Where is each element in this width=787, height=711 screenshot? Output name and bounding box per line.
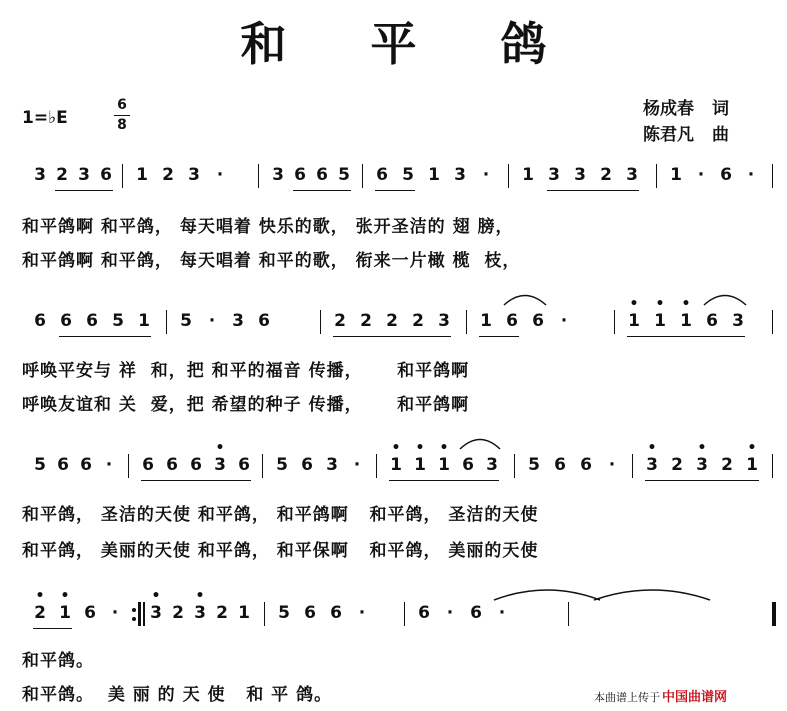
barline — [772, 454, 773, 478]
measure — [26, 162, 120, 206]
lyric-verse-2-line-4: 和平鸽。 美 丽 的 天 使 和 平 鸽。 — [22, 685, 333, 705]
lyric-verse-1-line-1: 和平鸽啊 和平鸽， 每天唱着 快乐的歌， 张开圣洁的 翅 膀， — [22, 217, 514, 237]
barline — [772, 164, 773, 188]
note: 6 — [418, 603, 430, 623]
key-signature: 1=♭E — [22, 108, 68, 128]
barline — [632, 454, 633, 478]
note: 5 — [338, 165, 350, 185]
barline — [258, 164, 259, 188]
measure — [382, 440, 512, 496]
note: 2 — [172, 603, 184, 623]
lyric-verse-2-line-1: 和平鸽啊 和平鸽， 每天唱着 和平的歌， 衔来一片橄 榄 枝， — [22, 251, 521, 271]
slur-arc — [458, 436, 502, 450]
high-octave-dot: • — [35, 588, 45, 604]
note: 2 — [671, 455, 683, 475]
note: 6 — [580, 455, 592, 475]
time-signature-top: 6 — [117, 97, 127, 113]
note: 6 — [80, 455, 92, 475]
time-signature-bar — [114, 115, 130, 116]
lyric-verse-1-line-4: 和平鸽。 — [22, 651, 94, 671]
high-octave-dot: • — [697, 440, 707, 456]
note: 3 • — [146, 600, 166, 626]
high-octave-dot: • — [415, 440, 425, 456]
note: 3 — [732, 311, 744, 331]
note: 6 — [86, 311, 98, 331]
note: 3 — [626, 165, 638, 185]
high-octave-dot: • — [60, 588, 70, 604]
high-octave-dot: • — [629, 296, 639, 312]
tie-path — [494, 590, 600, 600]
note: 3 — [272, 165, 284, 185]
measure — [270, 600, 402, 644]
barline — [376, 454, 377, 478]
note: 1 — [522, 165, 534, 185]
note: 3 — [548, 165, 560, 185]
measure — [172, 308, 318, 352]
note: 1 • — [676, 308, 696, 334]
staff-system-2 — [22, 296, 774, 352]
augmentation-dot: · — [747, 165, 755, 185]
note: 3 — [574, 165, 586, 185]
footer-source — [594, 686, 727, 705]
note: 6 — [60, 311, 72, 331]
slur-arc — [502, 292, 548, 306]
note: 6 — [301, 455, 313, 475]
beam-underline — [375, 190, 415, 191]
note: 6 — [470, 603, 482, 623]
composer-role: 曲 — [712, 125, 729, 145]
note: 2 — [600, 165, 612, 185]
note: 3 • — [210, 452, 230, 478]
note: 6 — [84, 603, 96, 623]
measure — [472, 308, 612, 352]
barline — [320, 310, 321, 334]
note: 3 — [486, 455, 498, 475]
measure — [638, 440, 770, 496]
measure — [326, 308, 464, 352]
lyricist-role: 词 — [712, 99, 729, 119]
note: 3 — [454, 165, 466, 185]
note: 6 — [706, 311, 718, 331]
lyric-verse-1-line-2: 呼唤平安与 祥 和，把 和平的福音 传播， 和平鸽啊 — [22, 361, 470, 381]
tie-arc — [492, 580, 712, 602]
song-title: 和 平 鸽 — [240, 17, 581, 71]
beam-underline — [547, 190, 639, 191]
note: 5 — [112, 311, 124, 331]
beam-underline — [59, 336, 151, 337]
note: 3 — [326, 455, 338, 475]
measure — [514, 162, 654, 206]
beam-underline — [55, 190, 113, 191]
lyric-verse-2-line-2: 呼唤友谊和 关 爱，把 希望的种子 传播， 和平鸽啊 — [22, 395, 470, 415]
note: 5 — [528, 455, 540, 475]
composer-name: 陈君凡 — [643, 125, 694, 145]
note: 1 • — [434, 452, 454, 478]
barline — [772, 310, 773, 334]
note: 1 • — [624, 308, 644, 334]
note: 3 • — [692, 452, 712, 478]
note: 6 — [554, 455, 566, 475]
note: 1 — [480, 311, 492, 331]
note: 6 — [190, 455, 202, 475]
augmentation-dot: · — [208, 311, 216, 331]
note: 1 • — [386, 452, 406, 478]
augmentation-dot: · — [216, 165, 224, 185]
beam-underline — [33, 628, 72, 629]
barline — [614, 310, 615, 334]
high-octave-dot: • — [655, 296, 665, 312]
barline — [362, 164, 363, 188]
note: 3 — [438, 311, 450, 331]
barline — [404, 602, 405, 626]
lyricist-name: 杨成春 — [643, 99, 694, 119]
note: 2 — [216, 603, 228, 623]
augmentation-dot: · — [697, 165, 705, 185]
measure — [128, 162, 256, 206]
note: 6 — [166, 455, 178, 475]
key-time-signature — [22, 98, 132, 142]
tie-path — [594, 590, 710, 600]
lyric-verse-1-line-3: 和平鸽， 圣洁的天使 和平鸽， 和平鸽啊 和平鸽， 圣洁的天使 — [22, 505, 539, 525]
measure — [134, 440, 260, 496]
note: 2 • — [30, 600, 50, 626]
augmentation-dot: · — [105, 455, 113, 475]
barline — [514, 454, 515, 478]
augmentation-dot: · — [560, 311, 568, 331]
augmentation-dot: · — [358, 603, 366, 623]
beam-underline — [479, 336, 519, 337]
high-octave-dot: • — [215, 440, 225, 456]
repeat-sign-part — [138, 602, 141, 626]
measure — [26, 588, 134, 644]
time-signature — [114, 98, 130, 133]
note: 6 — [330, 603, 342, 623]
note: 6 — [238, 455, 250, 475]
measure — [662, 162, 770, 206]
measure — [26, 452, 126, 496]
note: 6 — [376, 165, 388, 185]
high-octave-dot: • — [647, 440, 657, 456]
note: 3 — [232, 311, 244, 331]
note: 1 — [138, 311, 150, 331]
measure — [26, 308, 164, 352]
note: 1 — [670, 165, 682, 185]
measure — [142, 588, 262, 644]
augmentation-dot: · — [353, 455, 361, 475]
beam-underline — [627, 336, 745, 337]
note: 6 — [294, 165, 306, 185]
note: 2 — [386, 311, 398, 331]
measure — [620, 296, 770, 352]
augmentation-dot: · — [498, 603, 506, 623]
augmentation-dot: · — [111, 603, 119, 623]
note: 3 — [188, 165, 200, 185]
staff-system-4 — [22, 588, 774, 644]
barline — [166, 310, 167, 334]
slur-path — [504, 296, 546, 306]
composer-credit — [643, 120, 729, 145]
note: 2 — [360, 311, 372, 331]
note: 2 — [162, 165, 174, 185]
note: 3 • — [642, 452, 662, 478]
note: 5 — [180, 311, 192, 331]
note: 1 — [238, 603, 250, 623]
note: 6 — [100, 165, 112, 185]
beam-underline — [333, 336, 451, 337]
note: 6 — [142, 455, 154, 475]
note: 6 — [316, 165, 328, 185]
beam-underline — [141, 480, 251, 481]
barline — [122, 164, 123, 188]
note: 5 — [402, 165, 414, 185]
high-octave-dot: • — [439, 440, 449, 456]
note: 1 — [136, 165, 148, 185]
augmentation-dot: · — [482, 165, 490, 185]
note: 5 — [278, 603, 290, 623]
lyricist-credit — [643, 94, 729, 119]
note: 5 — [34, 455, 46, 475]
high-octave-dot: • — [391, 440, 401, 456]
high-octave-dot: • — [681, 296, 691, 312]
augmentation-dot: · — [446, 603, 454, 623]
note: 1 — [428, 165, 440, 185]
measure — [264, 162, 360, 206]
lyric-verse-2-line-3: 和平鸽， 美丽的天使 和平鸽， 和平保啊 和平鸽， 美丽的天使 — [22, 541, 539, 561]
note: 6 — [258, 311, 270, 331]
measure — [410, 600, 566, 644]
note: 2 — [412, 311, 424, 331]
high-octave-dot: • — [151, 588, 161, 604]
barline — [466, 310, 467, 334]
staff-system-3 — [22, 440, 774, 496]
note: 2 — [721, 455, 733, 475]
augmentation-dot: · — [608, 455, 616, 475]
note: 6 — [506, 311, 518, 331]
beam-underline — [293, 190, 351, 191]
note: 6 — [532, 311, 544, 331]
slur-path — [460, 440, 500, 450]
footer-text: 本曲谱上传于 — [594, 691, 660, 704]
beam-underline — [645, 480, 759, 481]
note: 5 — [276, 455, 288, 475]
note: 3 — [34, 165, 46, 185]
note: 3 — [78, 165, 90, 185]
barline — [128, 454, 129, 478]
measure — [368, 162, 506, 206]
barline — [262, 454, 263, 478]
high-octave-dot: • — [195, 588, 205, 604]
barline — [568, 602, 569, 626]
measure — [520, 452, 630, 496]
note: 6 — [462, 455, 474, 475]
slur-arc — [702, 292, 748, 306]
note: 2 — [334, 311, 346, 331]
note: 6 — [720, 165, 732, 185]
note: 6 — [34, 311, 46, 331]
note: 2 — [56, 165, 68, 185]
barline — [508, 164, 509, 188]
measure — [268, 452, 374, 496]
note: 1 • — [650, 308, 670, 334]
note: 1 • — [55, 600, 75, 626]
note: 1 • — [410, 452, 430, 478]
high-octave-dot: • — [747, 440, 757, 456]
site-logo: 中国曲谱网 — [662, 690, 728, 705]
slur-path — [704, 296, 746, 306]
time-signature-bottom: 8 — [117, 117, 127, 133]
staff-system-1 — [22, 162, 774, 206]
note: 3 • — [190, 600, 210, 626]
barline — [656, 164, 657, 188]
final-barline — [772, 602, 776, 626]
beam-underline — [389, 480, 499, 481]
note: 1 • — [742, 452, 762, 478]
note: 6 — [304, 603, 316, 623]
barline — [264, 602, 265, 626]
note: 6 — [57, 455, 69, 475]
